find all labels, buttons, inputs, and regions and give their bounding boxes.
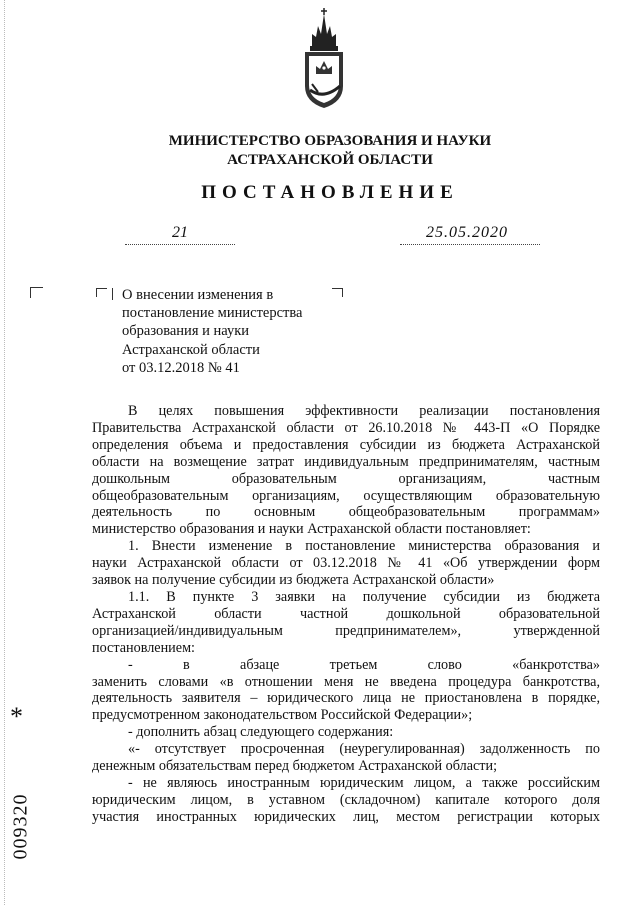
body-line: науки Астраханской области от 03.12.2018 № 41 «Об утверждении форм [92,555,600,572]
body-line: 1. Внести изменение в постановление министерства образования и [128,538,600,555]
document-type: ПОСТАНОВЛЕНИЕ [201,182,459,203]
registration-stamp [8,690,48,890]
body-line: определения объема и предоставления субсидии из бюджета Астраханской [92,436,600,453]
margin-corner-mark [30,287,43,298]
body-line: области на возмещение затрат индивидуальным предпринимателям, частным [92,453,600,470]
body-line: - дополнить абзац следующего содержания: [128,724,394,741]
ministry-name-line-2: АСТРАХАНСКОЙ ОБЛАСТИ [227,152,433,168]
document-number: 21 [172,224,188,241]
subject-bracket-left [96,288,107,297]
body-line: предусмотренном законодательством Российской Федерации»; [92,707,473,724]
body-line: - в абзаце третьем слово «банкротства» [128,656,600,673]
asterisk-mark: * [10,702,23,731]
body-line: Астраханской области частной дошкольной образовательной [92,605,600,622]
ministry-name [110,132,550,170]
body-line: В целях повышения эффективности реализации постановления [128,403,600,419]
ministry-name-line-1: МИНИСТЕРСТВО ОБРАЗОВАНИЯ И НАУКИ [168,133,492,149]
body-line: участия иностранных юридических лиц, местом регистрации которых [92,808,600,825]
astrakhan-coat-of-arms-icon [296,6,352,118]
body-line: заявок на получение субсидии из бюджета Астраханской области» [92,572,495,589]
subject-line: О внесении изменения в [122,287,274,303]
body-line: организацией/индивидуальным предпринимателем», утвержденной [92,622,600,639]
subject-line: постановление министерства [122,305,303,322]
subject-line: от 03.12.2018 № 41 [122,359,240,376]
body-line: деятельность заявителя – юридического лица не приостановлена в порядке, [92,690,600,707]
body-line: дошкольным образовательным организациям, частным [92,470,600,487]
body-line: денежным обязательствам перед бюджетом Астраханской области; [92,758,498,775]
subject-line: образования и науки [122,323,250,340]
document-date: 25.05.2020 [426,224,508,241]
body-line: «- отсутствует просроченная (неурегулированная) задолженность по [128,741,600,758]
body-line: 1.1. В пункте 3 заявки на получение субсидии из бюджета [128,588,600,605]
body-line: постановлением: [92,639,195,656]
body-line: деятельность по основным общеобразовательным программам» [92,504,600,521]
document-body [92,403,600,826]
body-line: общеобразовательным организациям, осуществляющим образовательную [92,487,600,504]
body-line: - не являюсь иностранным юридическим лицом, а также российским [128,774,600,791]
subject-line: Астраханской области [122,341,260,358]
body-line: Правительства Астраханской области от 26.10.2018 № 443-П «О Порядке [92,419,600,436]
document-subject [122,286,342,377]
body-line: министерство образования и науки Астраханской области постановляет: [92,521,531,538]
body-line: юридическим лицом, в уставном (складочном) капитале которого доля [92,791,600,808]
registration-number: 009320 [9,793,32,860]
subject-bracket-inner [112,288,119,300]
scan-margin-edge [0,0,5,905]
body-line: заменить словами «в отношении меня не введена процедура банкротства, [92,673,600,690]
